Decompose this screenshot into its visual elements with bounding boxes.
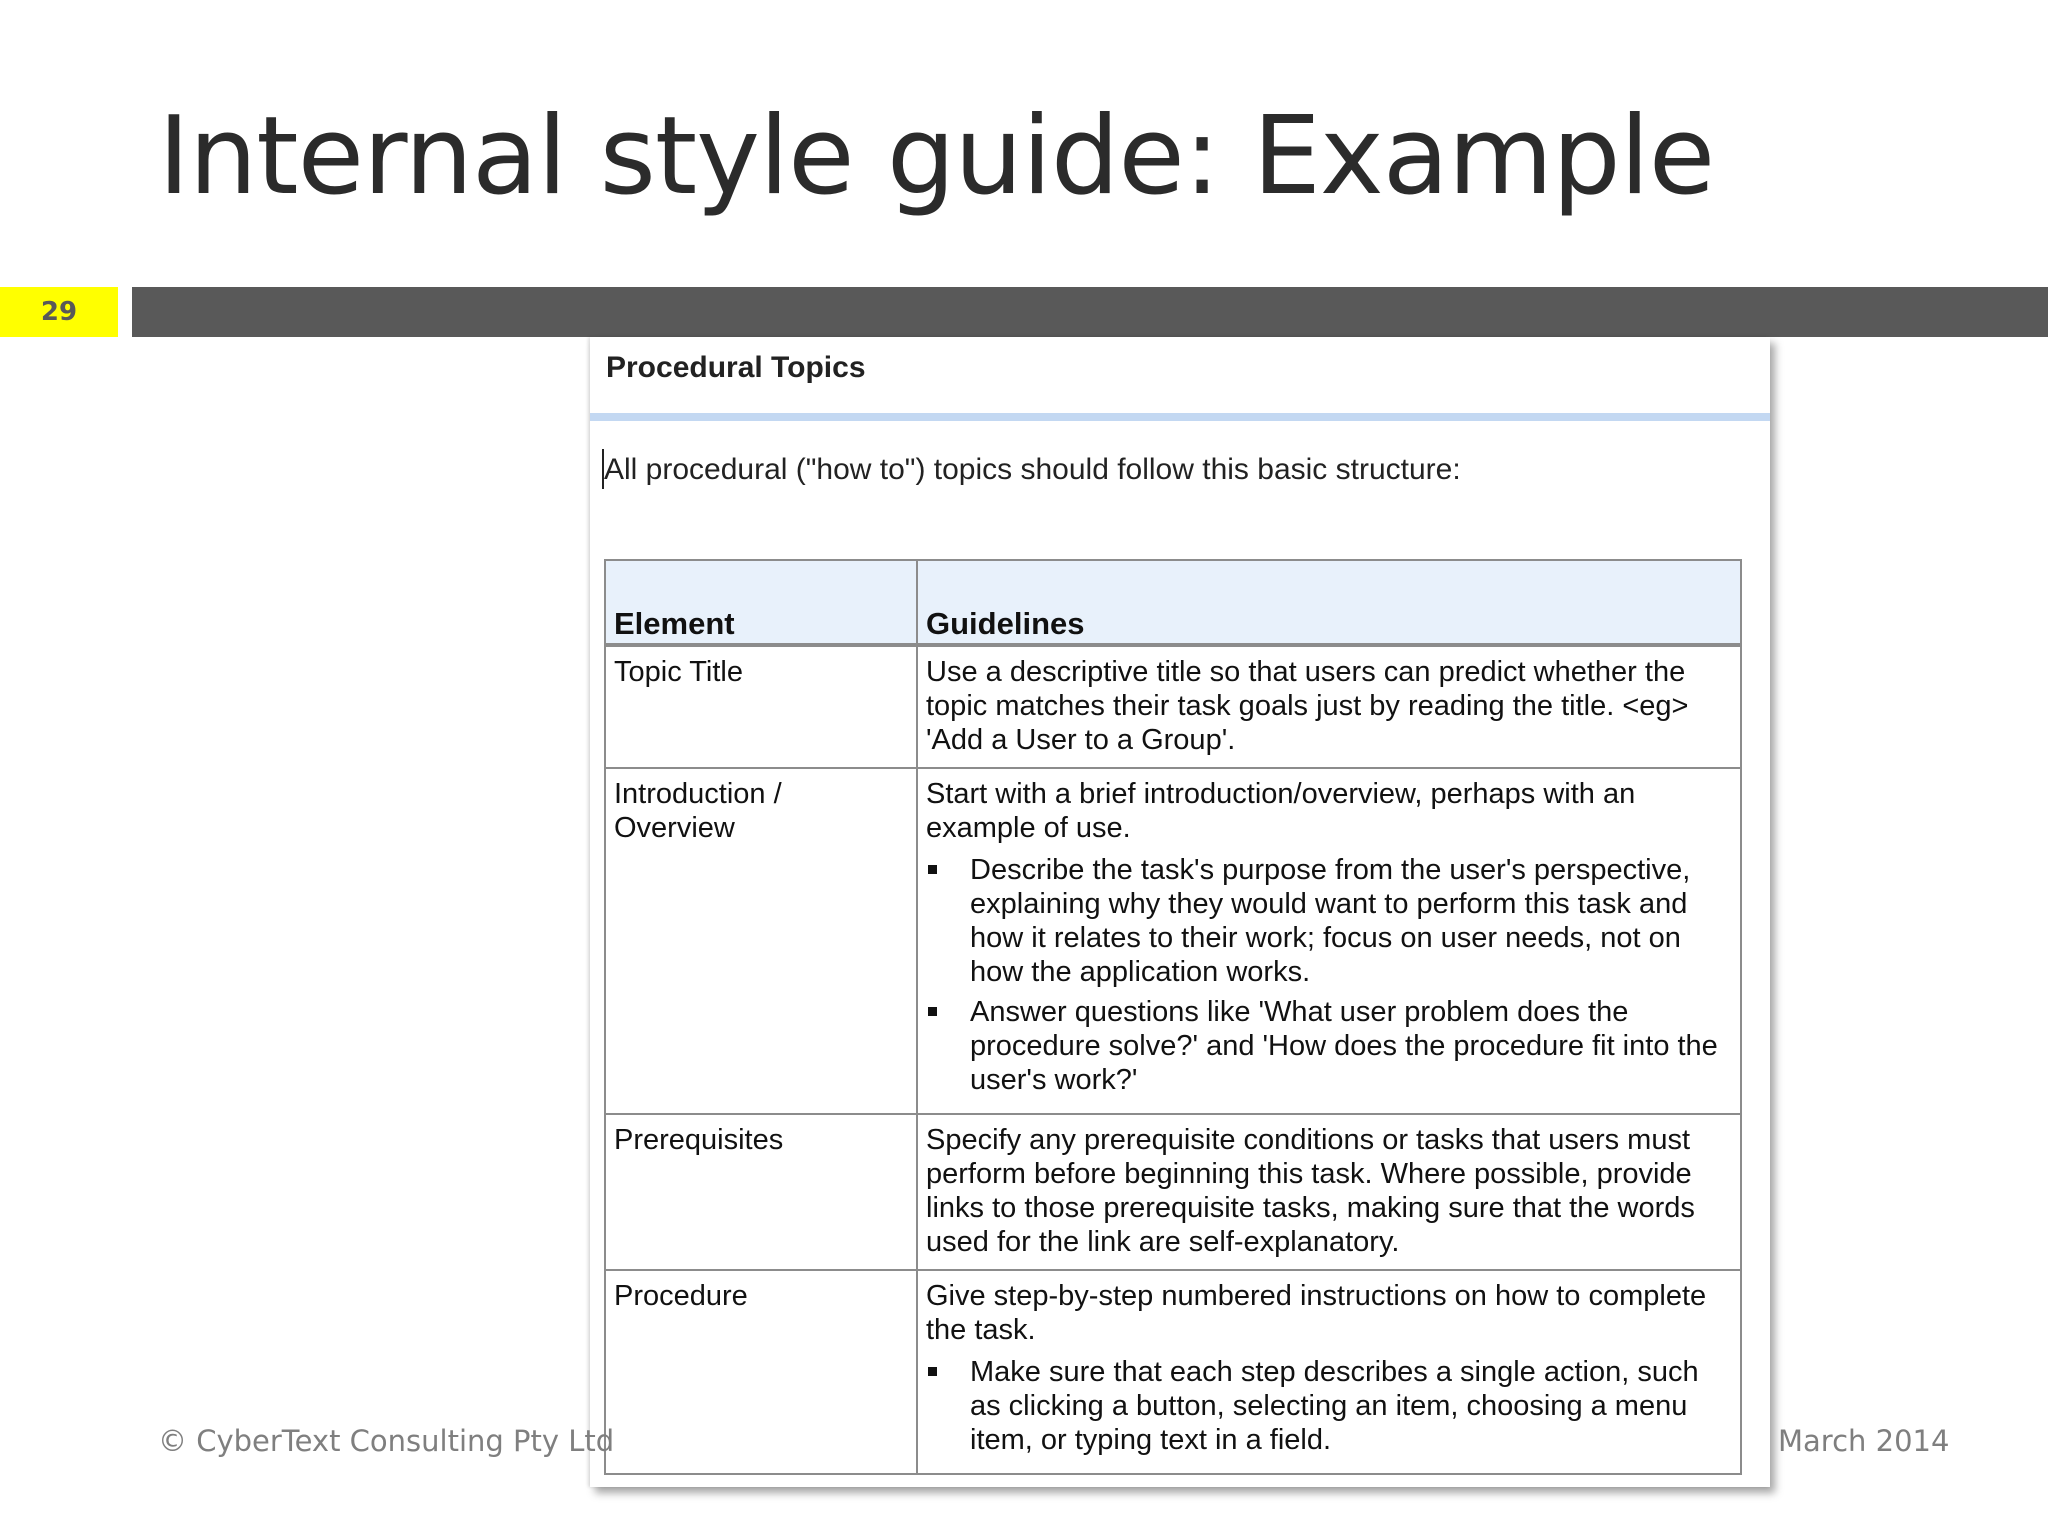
document-intro: All procedural ("how to") topics should follow this basic structure: bbox=[604, 453, 1461, 486]
guideline-text: Give step-by-step numbered instructions on how to complete the task. bbox=[926, 1280, 1707, 1346]
element-cell: Procedure bbox=[605, 1270, 917, 1474]
table-row bbox=[605, 1270, 1741, 1474]
bullet-square-icon bbox=[928, 1007, 937, 1016]
footer-date: March 2014 bbox=[1778, 1424, 1950, 1458]
guideline-cell bbox=[917, 1114, 1741, 1270]
guideline-cell bbox=[917, 768, 1741, 1114]
bullet-text: Make sure that each step describes a single action, such as clicking a button, selecting an item, choosing a menu item, or typing text in a field. bbox=[970, 1356, 1699, 1456]
guidelines-table bbox=[604, 559, 1742, 1475]
guideline-text: Specify any prerequisite conditions or tasks that users must perform before beginning this task. Where possible, provide links to those prerequisite tasks, making sure that the words used for the link are self-explanatory. bbox=[926, 1124, 1695, 1258]
table-row bbox=[605, 768, 1741, 1114]
element-cell: Topic Title bbox=[605, 645, 917, 768]
table-row bbox=[605, 645, 1741, 768]
title-divider-bar bbox=[132, 287, 2048, 337]
column-header-element: Element bbox=[605, 560, 917, 645]
guideline-text: Start with a brief introduction/overview, perhaps with an example of use. bbox=[926, 778, 1636, 844]
guideline-cell bbox=[917, 1270, 1741, 1474]
heading-rule bbox=[590, 413, 1770, 421]
guideline-text: Use a descriptive title so that users can predict whether the topic matches their task goals just by reading the title. <eg> 'Add a User to a Group'. bbox=[926, 656, 1689, 756]
bullet-text: Answer questions like 'What user problem does the procedure solve?' and 'How does the procedure fit into the user's work?' bbox=[970, 996, 1718, 1096]
bullet-text: Describe the task's purpose from the user's perspective, explaining why they would want to perform this task and how it relates to their work; focus on user needs, not on how the application works. bbox=[970, 854, 1691, 988]
column-header-guidelines: Guidelines bbox=[917, 560, 1741, 645]
document-screenshot bbox=[590, 337, 1770, 1487]
slide-number-badge: 29 bbox=[0, 287, 118, 337]
guideline-cell bbox=[917, 645, 1741, 768]
slide-title: Internal style guide: Example bbox=[158, 94, 1715, 219]
bullet-square-icon bbox=[928, 1367, 937, 1376]
list-item bbox=[926, 853, 1732, 989]
list-item bbox=[926, 995, 1732, 1097]
document-heading: Procedural Topics bbox=[606, 351, 866, 384]
bullet-square-icon bbox=[928, 865, 937, 874]
guideline-bullet-list bbox=[926, 853, 1732, 1097]
footer-copyright: © CyberText Consulting Pty Ltd bbox=[158, 1424, 615, 1458]
element-cell: Introduction / Overview bbox=[605, 768, 917, 1114]
table-header-row bbox=[605, 560, 1741, 645]
guideline-bullet-list bbox=[926, 1355, 1732, 1457]
element-cell: Prerequisites bbox=[605, 1114, 917, 1270]
list-item bbox=[926, 1355, 1732, 1457]
table-row bbox=[605, 1114, 1741, 1270]
